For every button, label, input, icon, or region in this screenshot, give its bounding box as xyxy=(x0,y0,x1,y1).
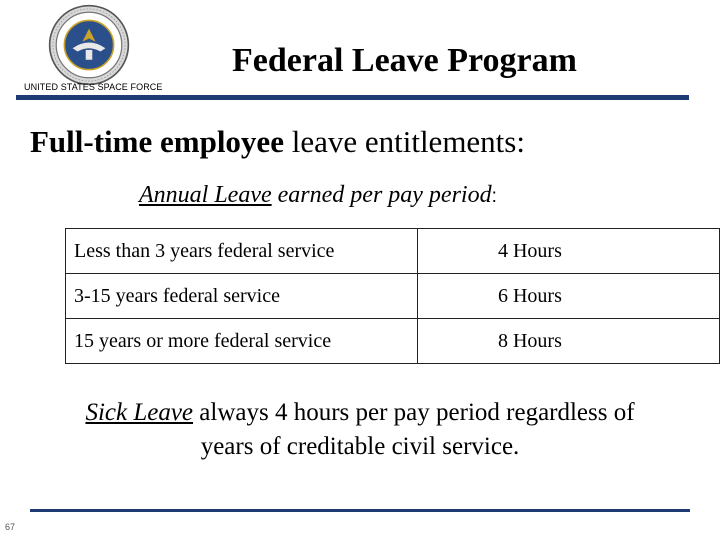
sick-leave-line-2: years of creditable civil service. xyxy=(200,433,520,460)
hours-cell: 4 Hours xyxy=(417,229,719,274)
service-cell: Less than 3 years federal service xyxy=(66,229,418,274)
footer-divider xyxy=(30,509,690,512)
annual-leave-colon: : xyxy=(491,186,497,207)
subtitle-emphasis: Full-time employee xyxy=(30,124,284,159)
header-divider xyxy=(16,95,689,100)
service-cell: 3-15 years federal service xyxy=(66,274,418,319)
sick-leave-rest: always 4 hours per pay period regardless of xyxy=(193,399,635,426)
table-row xyxy=(66,319,720,364)
service-cell: 15 years or more federal service xyxy=(66,319,418,364)
annual-leave-heading xyxy=(139,182,497,209)
sick-leave-term: Sick Leave xyxy=(85,399,194,426)
subtitle-rest: leave entitlements: xyxy=(283,124,525,159)
table-row xyxy=(66,274,720,319)
annual-leave-table xyxy=(65,228,720,364)
sick-leave-line-1 xyxy=(0,396,720,430)
table-row xyxy=(66,229,720,274)
department-seal-icon xyxy=(48,4,130,86)
annual-leave-term: Annual Leave xyxy=(139,182,272,208)
page-title: Federal Leave Program xyxy=(232,42,577,79)
sick-leave-statement xyxy=(0,396,720,464)
organization-name: UNITED STATES SPACE FORCE xyxy=(24,82,163,92)
subtitle xyxy=(30,124,525,160)
page-number: 67 xyxy=(5,522,16,532)
annual-leave-rest: earned per pay period xyxy=(271,182,492,208)
hours-cell: 8 Hours xyxy=(417,319,719,364)
hours-cell: 6 Hours xyxy=(417,274,719,319)
